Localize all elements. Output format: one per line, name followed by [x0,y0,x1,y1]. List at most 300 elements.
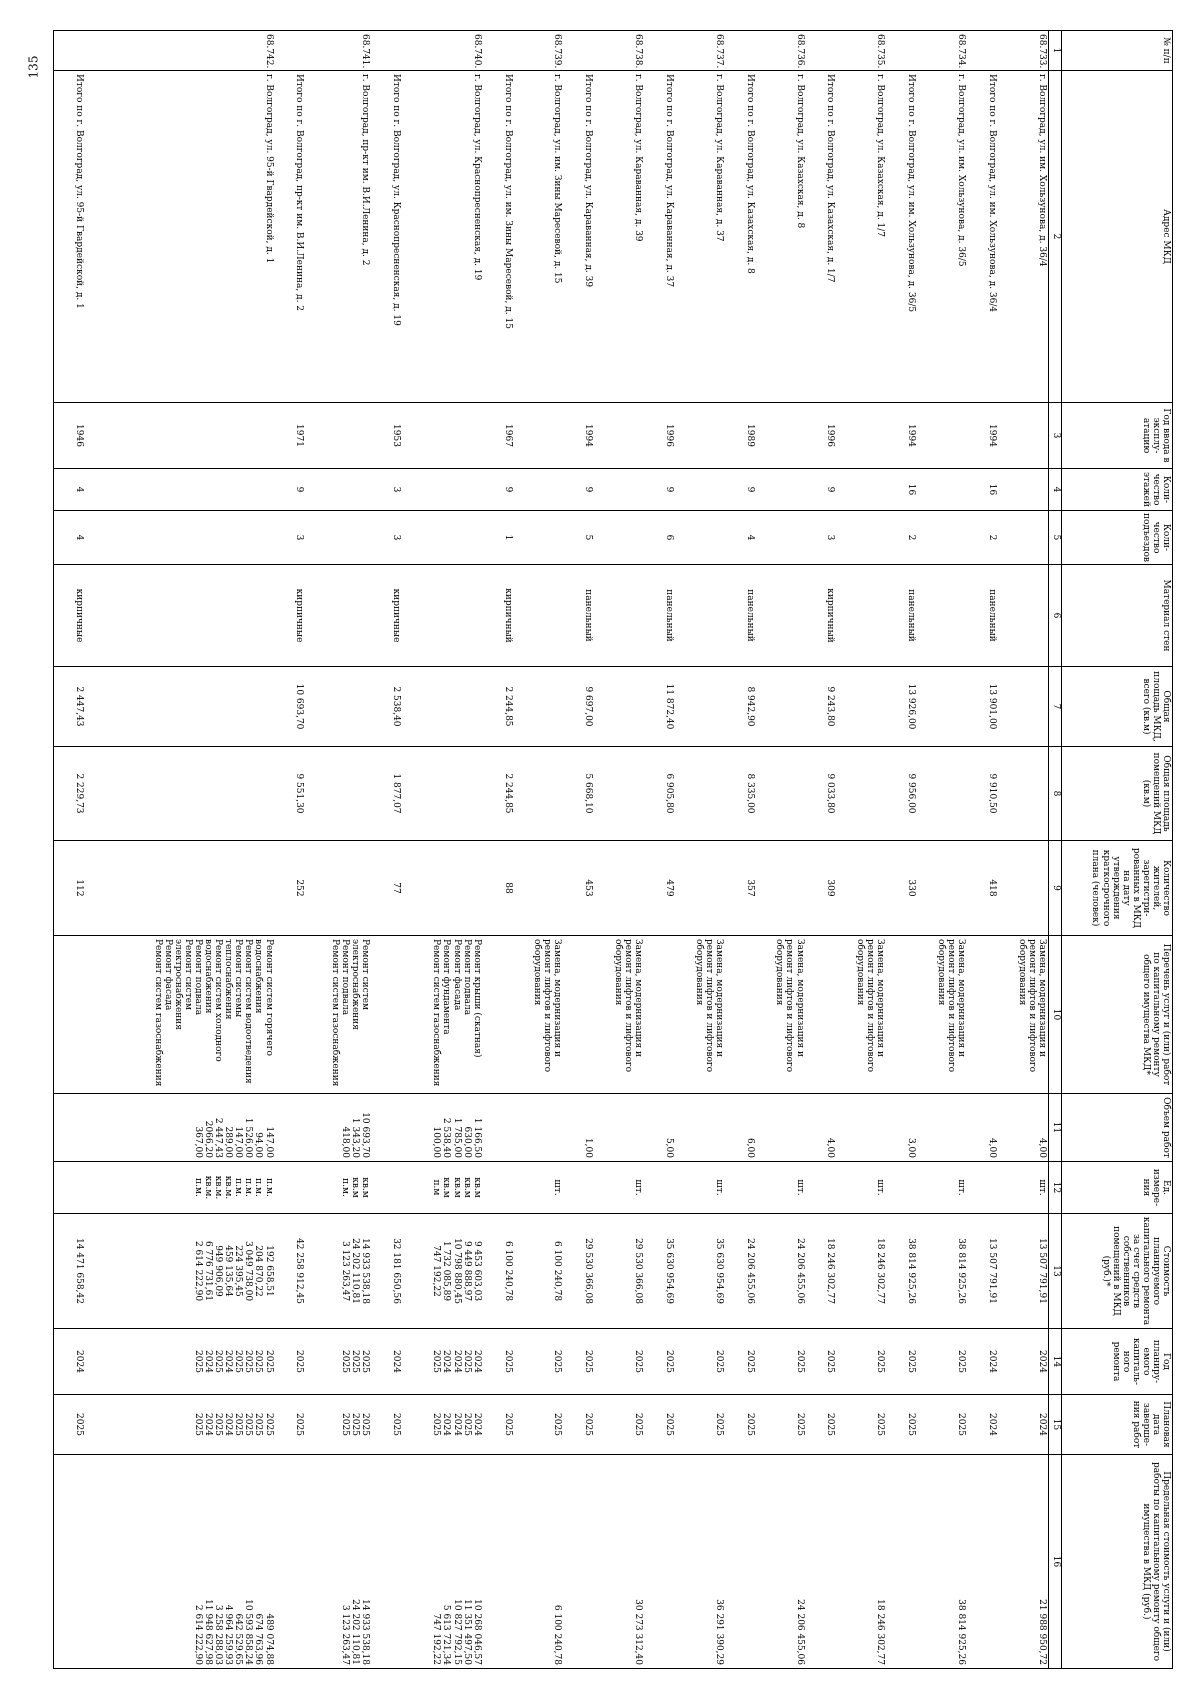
entrance-count: 6 [644,511,675,565]
completion-year: 2025 [390,1413,401,1436]
column-number: 7 [1049,667,1062,747]
floor-count: 4 [54,469,85,511]
planned-year: 2025 [825,1350,836,1373]
work-item-cell [886,936,917,1094]
floor-count [675,469,725,511]
entrance-count [756,511,806,565]
work-item: Замена, модернизация и ремонт лифтов и лифтового оборудования [532,939,563,1073]
column-number: 16 [1049,1455,1062,1669]
planned-year-cell [305,1329,370,1395]
work-unit: кв.м [359,1177,370,1198]
floor-count [756,469,806,511]
planned-year: 2025 [233,1350,244,1373]
total-area: 10 693,70 [275,667,306,747]
work-unit: шт. [956,1179,967,1196]
work-item: Замена, модернизация и ремонт лифтов и лифтового оборудования [855,939,886,1073]
max-cost-cell [725,1455,756,1669]
column-number: 8 [1049,747,1062,841]
completion-year: 2025 [461,1413,472,1436]
work-cost-cell [594,1214,644,1329]
work-cost: 38 814 925,26 [906,1238,917,1304]
work-cost-cell [644,1214,675,1329]
completion-year-cell [967,1395,998,1455]
max-cost: 10 827 792,15 [451,1599,462,1665]
column-header: Общая площадь МКД, всего (кв.м) [1062,667,1173,747]
row-number [725,31,756,71]
work-item-cell [483,936,514,1094]
planned-year-cell [675,1329,725,1395]
column-number: 6 [1049,565,1062,667]
max-cost: 36 291 390,29 [713,1599,724,1665]
work-volume: 100,00 [431,1126,442,1158]
completion-year: 2024 [441,1413,452,1436]
work-volume-cell [275,1094,306,1162]
table-row [402,31,483,1669]
completion-year-cell [514,1395,564,1455]
completion-year-cell [305,1395,370,1455]
column-number: 10 [1049,936,1062,1094]
work-unit: кв.м. [223,1175,234,1200]
table-row [644,31,675,1669]
commission-year [756,403,806,469]
work-unit-cell [54,1162,85,1214]
table-row [756,31,806,1669]
premises-area [514,747,564,841]
work-unit-cell [675,1162,725,1214]
work-item: Ремонт систем электроснабжения [172,939,193,1030]
address: Итого по г. Волгоград, ул. Краснопресненская, д. 19 [371,71,402,403]
total-area [594,667,644,747]
completion-year: 2025 [431,1413,442,1436]
completion-year: 2025 [794,1413,805,1436]
wall-material: панельный [725,565,756,667]
wall-material: панельный [886,565,917,667]
resident-count: 112 [54,841,85,936]
column-header: Год ввода в эксплу-атацию [1062,403,1173,469]
completion-year-cell [563,1395,594,1455]
work-unit-cell [725,1162,756,1214]
premises-area: 2 244,85 [483,747,514,841]
work-unit-cell [594,1162,644,1214]
entrance-count: 2 [886,511,917,565]
wall-material: кирпичный [806,565,837,667]
commission-year [675,403,725,469]
completion-year: 2025 [294,1413,305,1436]
column-number: 15 [1049,1395,1062,1455]
wall-material [836,565,886,667]
work-volume: 1 166,50 [471,1117,482,1158]
floor-count [402,469,483,511]
address: Итого по г. Волгоград, ул. им. Зины Маресевой, д. 15 [483,71,514,403]
planned-year: 2025 [744,1350,755,1373]
work-volume-cell [967,1094,998,1162]
planned-year: 2025 [906,1350,917,1373]
work-item-cell [85,936,275,1094]
planned-year-cell [998,1329,1049,1395]
column-header: Коли-чество этажей [1062,469,1173,511]
max-cost-cell [806,1455,837,1669]
entrance-count: 5 [563,511,594,565]
premises-area [756,747,806,841]
row-number [806,31,837,71]
work-volume: 94,00 [253,1132,264,1158]
planned-year: 2025 [552,1350,563,1373]
work-unit: п.м. [243,1178,254,1197]
work-cost: 192 658,51 [263,1245,274,1297]
planned-year: 2025 [263,1350,274,1373]
completion-year-cell [483,1395,514,1455]
work-volume-cell [594,1094,644,1162]
premises-area: 8 335,00 [725,747,756,841]
work-cost-cell [998,1214,1049,1329]
work-unit: п.м. [253,1178,264,1197]
work-item: Замена, модернизация и ремонт лифтов и лифтового оборудования [1016,939,1047,1073]
resident-count [998,841,1049,936]
wall-material [514,565,564,667]
work-item-cell [756,936,806,1094]
max-cost: 5 613 721,34 [441,1604,452,1665]
entrance-count: 1 [483,511,514,565]
wall-material [594,565,644,667]
work-item-cell [998,936,1049,1094]
work-unit: п.м. [233,1178,244,1197]
max-cost: 747 192,22 [431,1613,442,1665]
max-cost: 6 100 240,78 [552,1604,563,1665]
premises-area: 9 551,30 [275,747,306,841]
work-cost: 747 192,22 [431,1245,442,1297]
max-cost-cell [886,1455,917,1669]
commission-year: 1989 [725,403,756,469]
work-item-cell [675,936,725,1094]
work-volume-cell [836,1094,886,1162]
row-number [886,31,917,71]
premises-area: 5 668,10 [563,747,594,841]
resident-count: 453 [563,841,594,936]
column-header: Ед. измере-ния [1062,1162,1173,1214]
work-volume: 3,00 [906,1137,917,1158]
completion-year: 2025 [825,1413,836,1436]
max-cost-cell [967,1455,998,1669]
work-cost-cell [305,1214,370,1329]
floor-count: 16 [886,469,917,511]
floor-count: 9 [806,469,837,511]
column-header: Год планиру-емого капиталь-ного ремонта [1062,1329,1173,1395]
table-row [594,31,644,1669]
work-cost-cell [85,1214,275,1329]
planned-year: 2025 [583,1350,594,1373]
max-cost: 11 351 497,50 [461,1599,472,1665]
work-item-cell [371,936,402,1094]
entrance-count [998,511,1049,565]
column-number: 14 [1049,1329,1062,1395]
completion-year: 2025 [243,1413,254,1436]
resident-count: 88 [483,841,514,936]
completion-year: 2024 [1037,1413,1047,1436]
work-cost-cell [917,1214,967,1329]
max-cost-cell [836,1455,886,1669]
work-item-cell [725,936,756,1094]
max-cost: 24 202 110,81 [349,1599,360,1665]
planned-year-cell [836,1329,886,1395]
work-volume: 4,00 [986,1137,997,1158]
premises-area [998,747,1049,841]
max-cost: 489 074,88 [263,1613,274,1665]
work-cost: 38 814 925,26 [956,1238,967,1304]
max-cost-cell [917,1455,967,1669]
premises-area [85,747,275,841]
column-number: 12 [1049,1162,1062,1214]
work-volume-cell [483,1094,514,1162]
work-volume: 6,00 [744,1137,755,1158]
work-cost-cell [371,1214,402,1329]
planned-year: 2025 [431,1350,442,1373]
work-cost-cell [967,1214,998,1329]
work-cost: 204 870,22 [253,1245,264,1297]
work-item: Ремонт подвала [461,939,472,1016]
planned-year: 2024 [1037,1350,1047,1373]
max-cost-cell [514,1455,564,1669]
column-header: № п/п [1062,31,1173,71]
table-row [675,31,725,1669]
column-number: 9 [1049,841,1062,936]
work-unit: кв.м. [213,1175,224,1200]
commission-year: 1967 [483,403,514,469]
work-unit-cell [998,1162,1049,1214]
total-area [836,667,886,747]
wall-material: панельный [644,565,675,667]
completion-year: 2025 [583,1413,594,1436]
completion-year-cell [725,1395,756,1455]
wall-material [85,565,275,667]
planned-year: 2025 [359,1350,370,1373]
row-number: 68.742. [85,31,275,71]
wall-material: кирпичные [54,565,85,667]
work-item: Замена, модернизация и ремонт лифтов и лифтового оборудования [774,939,805,1073]
column-number: 2 [1049,71,1062,403]
total-area [85,667,275,747]
work-cost: 10 798 880,45 [451,1238,462,1304]
entrance-count [675,511,725,565]
work-item: Ремонт систем водоотведения [243,939,254,1084]
commission-year: 1994 [886,403,917,469]
work-cost: 6 100 240,78 [502,1240,513,1302]
total-area: 13 901,00 [967,667,998,747]
planned-year: 2024 [471,1350,482,1373]
planned-year-cell [483,1329,514,1395]
work-volume: 367,00 [192,1126,203,1158]
row-number [483,31,514,71]
completion-year-cell [756,1395,806,1455]
max-cost: 4 964 259,93 [223,1604,234,1665]
entrance-count [85,511,275,565]
wall-material: панельный [563,565,594,667]
work-unit: шт. [875,1179,886,1196]
address: г. Волгоград, ул. им. Хользунова, д. 36/4 [998,71,1049,403]
wall-material: кирпичный [483,565,514,667]
work-item: Ремонт систем газоснабжения [152,939,163,1087]
row-number [371,31,402,71]
entrance-count [917,511,967,565]
floor-count [998,469,1049,511]
total-area: 2 447,43 [54,667,85,747]
work-volume-cell [514,1094,564,1162]
work-unit-cell [806,1162,837,1214]
work-item: Ремонт фундамента [441,939,452,1035]
work-volume-cell [675,1094,725,1162]
entrance-count [514,511,564,565]
completion-year: 2025 [906,1413,917,1436]
commission-year [305,403,370,469]
completion-year-cell [402,1395,483,1455]
completion-year-cell [594,1395,644,1455]
total-area: 11 872,40 [644,667,675,747]
work-cost-cell [483,1214,514,1329]
max-cost-cell [483,1455,514,1669]
address: г. Волгоград, ул. им. Хользунова, д. 36/5 [917,71,967,403]
address: г. Волгоград, ул. Казахская, д. 1/7 [836,71,886,403]
planned-year-cell [563,1329,594,1395]
work-cost: 459 135,64 [223,1245,234,1297]
work-cost: 42 258 912,45 [294,1238,305,1304]
max-cost: 30 273 312,40 [633,1599,644,1665]
total-area [514,667,564,747]
work-cost: 35 630 954,69 [664,1238,675,1304]
total-area: 9 243,80 [806,667,837,747]
address: г. Волгоград, пр-кт им. В.И.Ленина, д. 2 [305,71,370,403]
premises-area [402,747,483,841]
work-item-cell [644,936,675,1094]
work-volume: 147,00 [263,1126,274,1158]
premises-area [675,747,725,841]
work-unit: шт. [633,1179,644,1196]
work-item: Ремонт крыши (скатная) [471,939,482,1058]
completion-year-cell [54,1395,85,1455]
column-header: Количество жителей, зарегистри-рованных в МКД на дату утверждения краткосрочного плана (человек) [1062,841,1173,936]
work-volume-cell [563,1094,594,1162]
work-volume-cell [917,1094,967,1162]
header-row [1062,31,1173,1669]
document-page [53,30,1173,1668]
max-cost: 3 258 288,03 [213,1604,224,1665]
work-cost: 32 181 650,56 [390,1238,401,1304]
planned-year-cell [371,1329,402,1395]
planned-year: 2025 [794,1350,805,1373]
work-item: Ремонт подвала [339,939,350,1016]
work-volume-cell [85,1094,275,1162]
work-volume-cell [725,1094,756,1162]
planned-year: 2025 [956,1350,967,1373]
address: г. Волгоград, ул. Караванная, д. 37 [675,71,725,403]
resident-count: 77 [371,841,402,936]
table-row [967,31,998,1669]
planned-year: 2025 [243,1350,254,1373]
planned-year: 2025 [294,1350,305,1373]
planned-year-cell [275,1329,306,1395]
address: г. Волгоград, ул. им. Зины Маресевой, д. 15 [514,71,564,403]
work-unit-cell [85,1162,275,1214]
floor-count: 9 [725,469,756,511]
work-unit: п.м. [263,1178,274,1197]
work-volume: 2 447,43 [213,1117,224,1158]
completion-year-cell [806,1395,837,1455]
floor-count [917,469,967,511]
premises-area: 1 877,07 [371,747,402,841]
planned-year-cell [725,1329,756,1395]
work-cost: 13 507 791,91 [986,1238,997,1304]
address: Итого по г. Волгоград, ул. 95-й Гвардейской, д. 1 [54,71,85,403]
row-number: 68.735. [836,31,886,71]
work-item: Ремонт системы теплоснабжения [223,939,244,1020]
max-cost-cell [998,1455,1049,1669]
work-unit: п.м. [192,1178,203,1197]
work-item: Замена, модернизация и ремонт лифтов и лифтового оборудования [935,939,967,1073]
completion-year: 2024 [203,1413,214,1436]
commission-year: 1996 [806,403,837,469]
column-header: Коли-чество подъездов [1062,511,1173,565]
column-header: Предельная стоимость услуги и (или) работы по капитальному ремонту общего имущества в МКД (руб.) [1062,1455,1173,1669]
resident-count [836,841,886,936]
work-volume-cell [756,1094,806,1162]
completion-year-cell [644,1395,675,1455]
planned-year: 2025 [664,1350,675,1373]
table-row [886,31,917,1669]
work-unit: шт. [1037,1179,1047,1196]
max-cost-cell [371,1455,402,1669]
premises-area: 9 033,80 [806,747,837,841]
work-cost: 949 906,09 [213,1245,224,1297]
work-unit-cell [402,1162,483,1214]
commission-year: 1953 [371,403,402,469]
work-volume: 5,00 [664,1137,675,1158]
work-volume: 418,00 [339,1126,350,1158]
completion-year-cell [886,1395,917,1455]
work-volume: 147,00 [233,1126,244,1158]
commission-year [514,403,564,469]
work-item: Ремонт систем газоснабжения [431,939,442,1087]
work-unit-cell [563,1162,594,1214]
work-unit: кв.м [451,1177,462,1198]
work-cost: 24 202 110,81 [349,1238,360,1304]
premises-area: 9 910,50 [967,747,998,841]
page-number: 135 [26,55,40,79]
premises-area [594,747,644,841]
completion-year: 2025 [349,1413,360,1436]
work-volume: 4,00 [825,1137,836,1158]
premises-area [305,747,370,841]
max-cost: 18 246 302,77 [875,1599,886,1665]
completion-year: 2025 [502,1413,513,1436]
work-cost: 14 471 658,42 [73,1238,84,1304]
completion-year: 2025 [633,1413,644,1436]
entrance-count [305,511,370,565]
work-unit-cell [514,1162,564,1214]
wall-material [756,565,806,667]
row-number: 68.737. [675,31,725,71]
completion-year: 2025 [359,1413,370,1436]
max-cost-cell [305,1455,370,1669]
row-number: 68.738. [594,31,644,71]
planned-year: 2025 [349,1350,360,1373]
work-volume: 4,00 [1037,1137,1047,1158]
column-header: Адрес МКД [1062,71,1173,403]
commission-year [402,403,483,469]
floor-count [514,469,564,511]
work-item: Ремонт фасада [162,939,173,1011]
completion-year: 2025 [875,1413,886,1436]
work-unit-cell [371,1162,402,1214]
planned-year-cell [806,1329,837,1395]
work-cost: 29 530 366,08 [633,1238,644,1304]
